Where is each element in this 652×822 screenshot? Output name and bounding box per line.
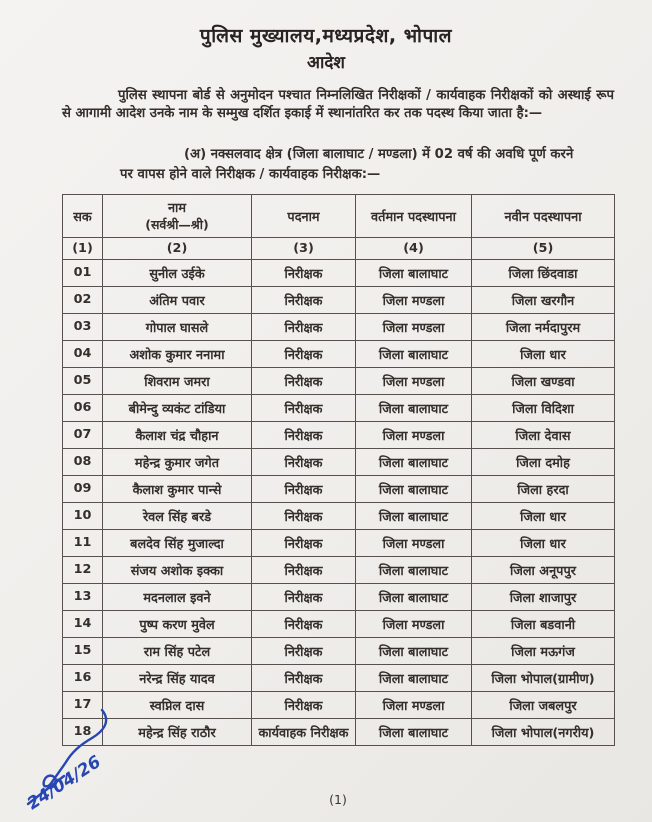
table-cell: 12 <box>63 556 103 583</box>
table-body <box>63 259 615 745</box>
header-new-posting: नवीन पदस्थापना <box>472 194 615 237</box>
page-number: (1) <box>329 792 347 807</box>
table-cell: जिला बालाघाट <box>356 718 472 745</box>
table-cell: जिला दमोह <box>472 448 615 475</box>
table-cell: जिला धार <box>472 502 615 529</box>
header-name <box>103 194 252 237</box>
table-row <box>63 448 615 475</box>
table-cell: 02 <box>63 286 103 313</box>
table-cell: जिला नर्मदापुरम <box>472 313 615 340</box>
table-row <box>63 313 615 340</box>
table-cell: जिला मण्डला <box>356 367 472 394</box>
table-row <box>63 529 615 556</box>
table-cell: बीमेन्दु व्यकंट टांडिया <box>103 394 252 421</box>
signature-date-text: 24/04/26 <box>23 752 105 815</box>
table-cell: जिला हरदा <box>472 475 615 502</box>
table-row <box>63 475 615 502</box>
table-cell: जिला मण्डला <box>356 286 472 313</box>
table-cell: निरीक्षक <box>252 286 356 313</box>
table-cell: निरीक्षक <box>252 367 356 394</box>
table-cell: जिला बालाघाट <box>356 394 472 421</box>
table-cell: निरीक्षक <box>252 475 356 502</box>
table-cell: निरीक्षक <box>252 313 356 340</box>
table-cell: जिला जबलपुर <box>472 691 615 718</box>
table-cell: 11 <box>63 529 103 556</box>
table-cell: जिला छिंदवाडा <box>472 259 615 286</box>
table-cell: निरीक्षक <box>252 502 356 529</box>
section-a-line1: (अ) नक्सलवाद क्षेत्र (जिला बालाघाट / मण्डला) में 02 वर्ष की अवधि पूर्ण करने <box>184 147 574 163</box>
table-cell: 09 <box>63 475 103 502</box>
table-row <box>63 367 615 394</box>
table-cell: जिला शाजापुर <box>472 583 615 610</box>
table-row <box>63 340 615 367</box>
table-cell: 06 <box>63 394 103 421</box>
table-cell: जिला धार <box>472 529 615 556</box>
intro-paragraph: पुलिस स्थापना बोर्ड से अनुमोदन पश्चात निम्नलिखित निरीक्षकों / कार्यवाहक निरीक्षकों को अस्थाई रूप से आगामी आदेश उनके नाम के सम्मुख दर्शित इकाई में स्थानांतरित कर तक पदस्थ किया जाता है:— <box>62 88 614 122</box>
table-cell: 14 <box>63 610 103 637</box>
table-cell: 17 <box>63 691 103 718</box>
table-cell: जिला खण्डवा <box>472 367 615 394</box>
column-number: (5) <box>472 237 615 259</box>
table-cell: महेन्द्र सिंह राठौर <box>103 718 252 745</box>
table-cell: जिला अनूपपुर <box>472 556 615 583</box>
table-cell: निरीक्षक <box>252 637 356 664</box>
table-cell: कैलाश कुमार पान्से <box>103 475 252 502</box>
table-cell: शिवराम जमरा <box>103 367 252 394</box>
table-cell: जिला बालाघाट <box>356 637 472 664</box>
table-cell: निरीक्षक <box>252 664 356 691</box>
table-cell: 04 <box>63 340 103 367</box>
header-name-label: नाम <box>167 201 187 217</box>
table-row <box>63 394 615 421</box>
table-cell: 08 <box>63 448 103 475</box>
table-cell: नरेन्द्र सिंह यादव <box>103 664 252 691</box>
table-row <box>63 664 615 691</box>
table-cell: बलदेव सिंह मुजाल्दा <box>103 529 252 556</box>
table-cell: मदनलाल इवने <box>103 583 252 610</box>
table-cell: महेन्द्र कुमार जगेत <box>103 448 252 475</box>
table-cell: 03 <box>63 313 103 340</box>
table-cell: जिला मण्डला <box>356 529 472 556</box>
table-cell: 10 <box>63 502 103 529</box>
table-cell: राम सिंह पटेल <box>103 637 252 664</box>
table-cell: जिला भोपाल(नगरीय) <box>472 718 615 745</box>
table-cell: सुनील उईके <box>103 259 252 286</box>
table-cell: रेवल सिंह बरडे <box>103 502 252 529</box>
table-cell: निरीक्षक <box>252 340 356 367</box>
table-cell: कैलाश चंद्र चौहान <box>103 421 252 448</box>
document-title: पुलिस मुख्यालय,मध्यप्रदेश, भोपाल <box>199 25 453 47</box>
table-cell: संजय अशोक इक्का <box>103 556 252 583</box>
column-number: (4) <box>356 237 472 259</box>
table-cell: जिला बडवानी <box>472 610 615 637</box>
table-cell: 15 <box>63 637 103 664</box>
header-designation: पदनाम <box>252 194 356 237</box>
table-cell: 13 <box>63 583 103 610</box>
table-row <box>63 610 615 637</box>
table-header-row <box>63 194 615 237</box>
table-cell: जिला बालाघाट <box>356 259 472 286</box>
table-cell: अंतिम पवार <box>103 286 252 313</box>
header-current-posting: वर्तमान पदस्थापना <box>356 194 472 237</box>
table-cell: जिला बालाघाट <box>356 448 472 475</box>
column-number: (1) <box>63 237 103 259</box>
column-number-row <box>63 237 615 259</box>
transfer-order-table <box>62 194 615 746</box>
section-a-line2: पर वापस होने वाले निरीक्षक / कार्यवाहक निरीक्षक:— <box>120 166 381 182</box>
table-cell: जिला बालाघाट <box>356 502 472 529</box>
table-row <box>63 637 615 664</box>
table-cell: स्वप्निल दास <box>103 691 252 718</box>
table-cell: जिला मण्डला <box>356 313 472 340</box>
table-cell: गोपाल घासले <box>103 313 252 340</box>
table-cell: 16 <box>63 664 103 691</box>
table-cell: निरीक्षक <box>252 448 356 475</box>
table-cell: निरीक्षक <box>252 583 356 610</box>
table-cell: जिला खरगौन <box>472 286 615 313</box>
table-cell: जिला विदिशा <box>472 394 615 421</box>
column-number: (3) <box>252 237 356 259</box>
table-cell: कार्यवाहक निरीक्षक <box>252 718 356 745</box>
table-cell: 05 <box>63 367 103 394</box>
table-cell: निरीक्षक <box>252 610 356 637</box>
table-cell: जिला भोपाल(ग्रामीण) <box>472 664 615 691</box>
table-cell: निरीक्षक <box>252 421 356 448</box>
header-name-subtitle: (सर्वश्री—श्री) <box>145 217 209 233</box>
table-cell: जिला बालाघाट <box>356 340 472 367</box>
table-cell: 18 <box>63 718 103 745</box>
table-cell: जिला मण्डला <box>356 610 472 637</box>
section-a-heading <box>120 145 622 183</box>
table-cell: जिला मण्डला <box>356 691 472 718</box>
document-page <box>0 22 652 822</box>
document-subtitle: आदेश <box>307 53 345 73</box>
table-row <box>63 556 615 583</box>
table-cell: निरीक्षक <box>252 394 356 421</box>
header-serial: सक <box>63 194 103 237</box>
column-number: (2) <box>103 237 252 259</box>
table-row <box>63 421 615 448</box>
table-cell: पुष्प करण मुवेल <box>103 610 252 637</box>
table-cell: जिला बालाघाट <box>356 664 472 691</box>
table-cell: जिला मऊगंज <box>472 637 615 664</box>
table-cell: जिला बालाघाट <box>356 583 472 610</box>
table-cell: निरीक्षक <box>252 529 356 556</box>
table-row <box>63 691 615 718</box>
table-row <box>63 286 615 313</box>
table-row <box>63 583 615 610</box>
table-cell: जिला बालाघाट <box>356 556 472 583</box>
table-cell: निरीक्षक <box>252 259 356 286</box>
table-cell: जिला बालाघाट <box>356 475 472 502</box>
table-row <box>63 718 615 745</box>
table-cell: निरीक्षक <box>252 556 356 583</box>
table-row <box>63 259 615 286</box>
table-cell: निरीक्षक <box>252 691 356 718</box>
table-row <box>63 502 615 529</box>
table-cell: अशोक कुमार ननामा <box>103 340 252 367</box>
table-cell: 07 <box>63 421 103 448</box>
table-cell: 01 <box>63 259 103 286</box>
table-cell: जिला धार <box>472 340 615 367</box>
table-cell: जिला देवास <box>472 421 615 448</box>
table-cell: जिला मण्डला <box>356 421 472 448</box>
